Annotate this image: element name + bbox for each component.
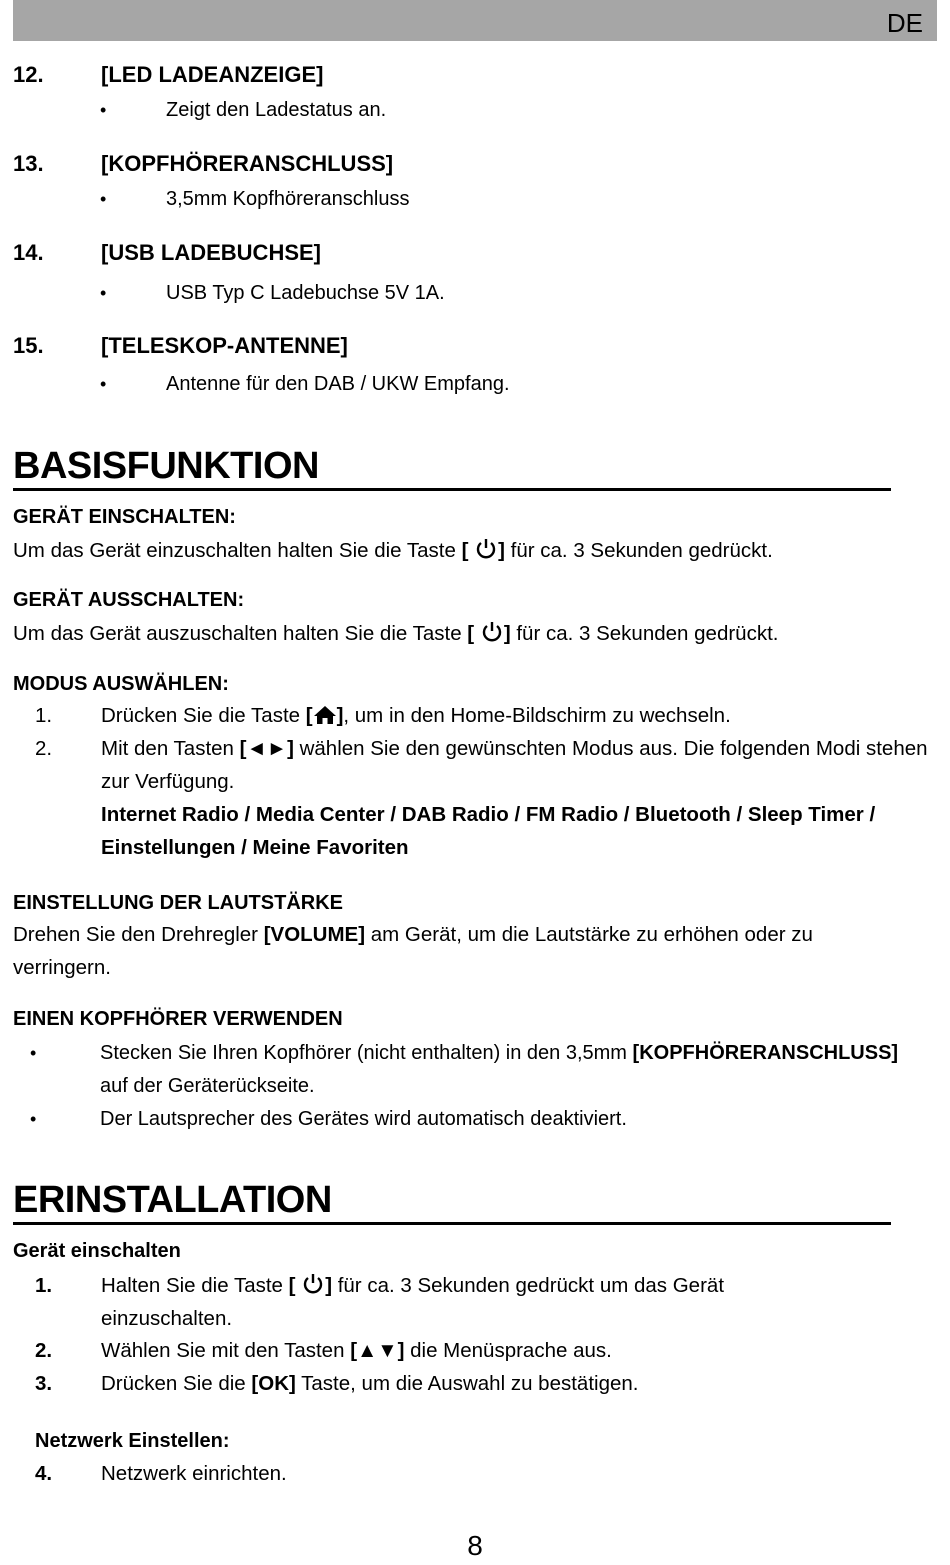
bullet-icon: • [100, 374, 107, 394]
subheading-power-on: GERÄT EINSCHALTEN: [13, 506, 236, 528]
power-icon [480, 621, 504, 643]
part-14-title: 14. [USB LADEBUCHSE] [13, 240, 321, 265]
bullet-icon: • [30, 1109, 37, 1129]
section-heading-erinstallation: ERINSTALLATION [13, 1178, 891, 1225]
part-15-bullet: • Antenne für den DAB / UKW Empfang. [100, 373, 510, 395]
language-label: DE [886, 8, 923, 38]
power-icon [301, 1273, 325, 1295]
subheading-volume: EINSTELLUNG DER LAUTSTÄRKE [13, 892, 343, 914]
bullet-icon: • [100, 283, 107, 303]
mode-list: Internet Radio / Media Center / DAB Radio / FM Radio / Bluetooth / Sleep Timer / Einstellungen / Meine Favoriten [101, 803, 876, 859]
power-icon [474, 538, 498, 560]
subheading-headphone: EINEN KOPFHÖRER VERWENDEN [13, 1008, 343, 1030]
section-heading-basisfunktion: BASISFUNKTION [13, 444, 891, 491]
part-12-bullet: • Zeigt den Ladestatus an. [100, 99, 387, 121]
part-14-bullet: • USB Typ C Ladebuchse 5V 1A. [100, 282, 445, 304]
subheading-device-on: Gerät einschalten [13, 1240, 181, 1262]
bullet-icon: • [100, 100, 107, 120]
power-off-text: Um das Gerät auszuschalten halten Sie die Taste [ ] für ca. 3 Sekunden gedrückt. [13, 622, 779, 645]
volume-text: Drehen Sie den Drehregler [VOLUME] am Gerät, um die Lautstärke zu erhöhen oder zu verringern. [13, 923, 813, 979]
part-15-title: 15. [TELESKOP-ANTENNE] [13, 333, 348, 358]
part-13-title: 13. [KOPFHÖRERANSCHLUSS] [13, 151, 394, 176]
part-12-title: 12. [LED LADEANZEIGE] [13, 62, 324, 87]
subheading-power-off: GERÄT AUSSCHALTEN: [13, 589, 245, 611]
bullet-icon: • [30, 1043, 37, 1063]
subheading-network: Netzwerk Einstellen: [35, 1430, 230, 1452]
home-icon [313, 705, 337, 725]
header-band [13, 0, 937, 41]
subheading-mode: MODUS AUSWÄHLEN: [13, 673, 229, 695]
bullet-icon: • [100, 189, 107, 209]
part-13-bullet: • 3,5mm Kopfhöreranschluss [100, 188, 410, 210]
page-number: 8 [467, 1530, 483, 1561]
power-on-text: Um das Gerät einzuschalten halten Sie die Taste [ ] für ca. 3 Sekunden gedrückt. [13, 539, 773, 562]
